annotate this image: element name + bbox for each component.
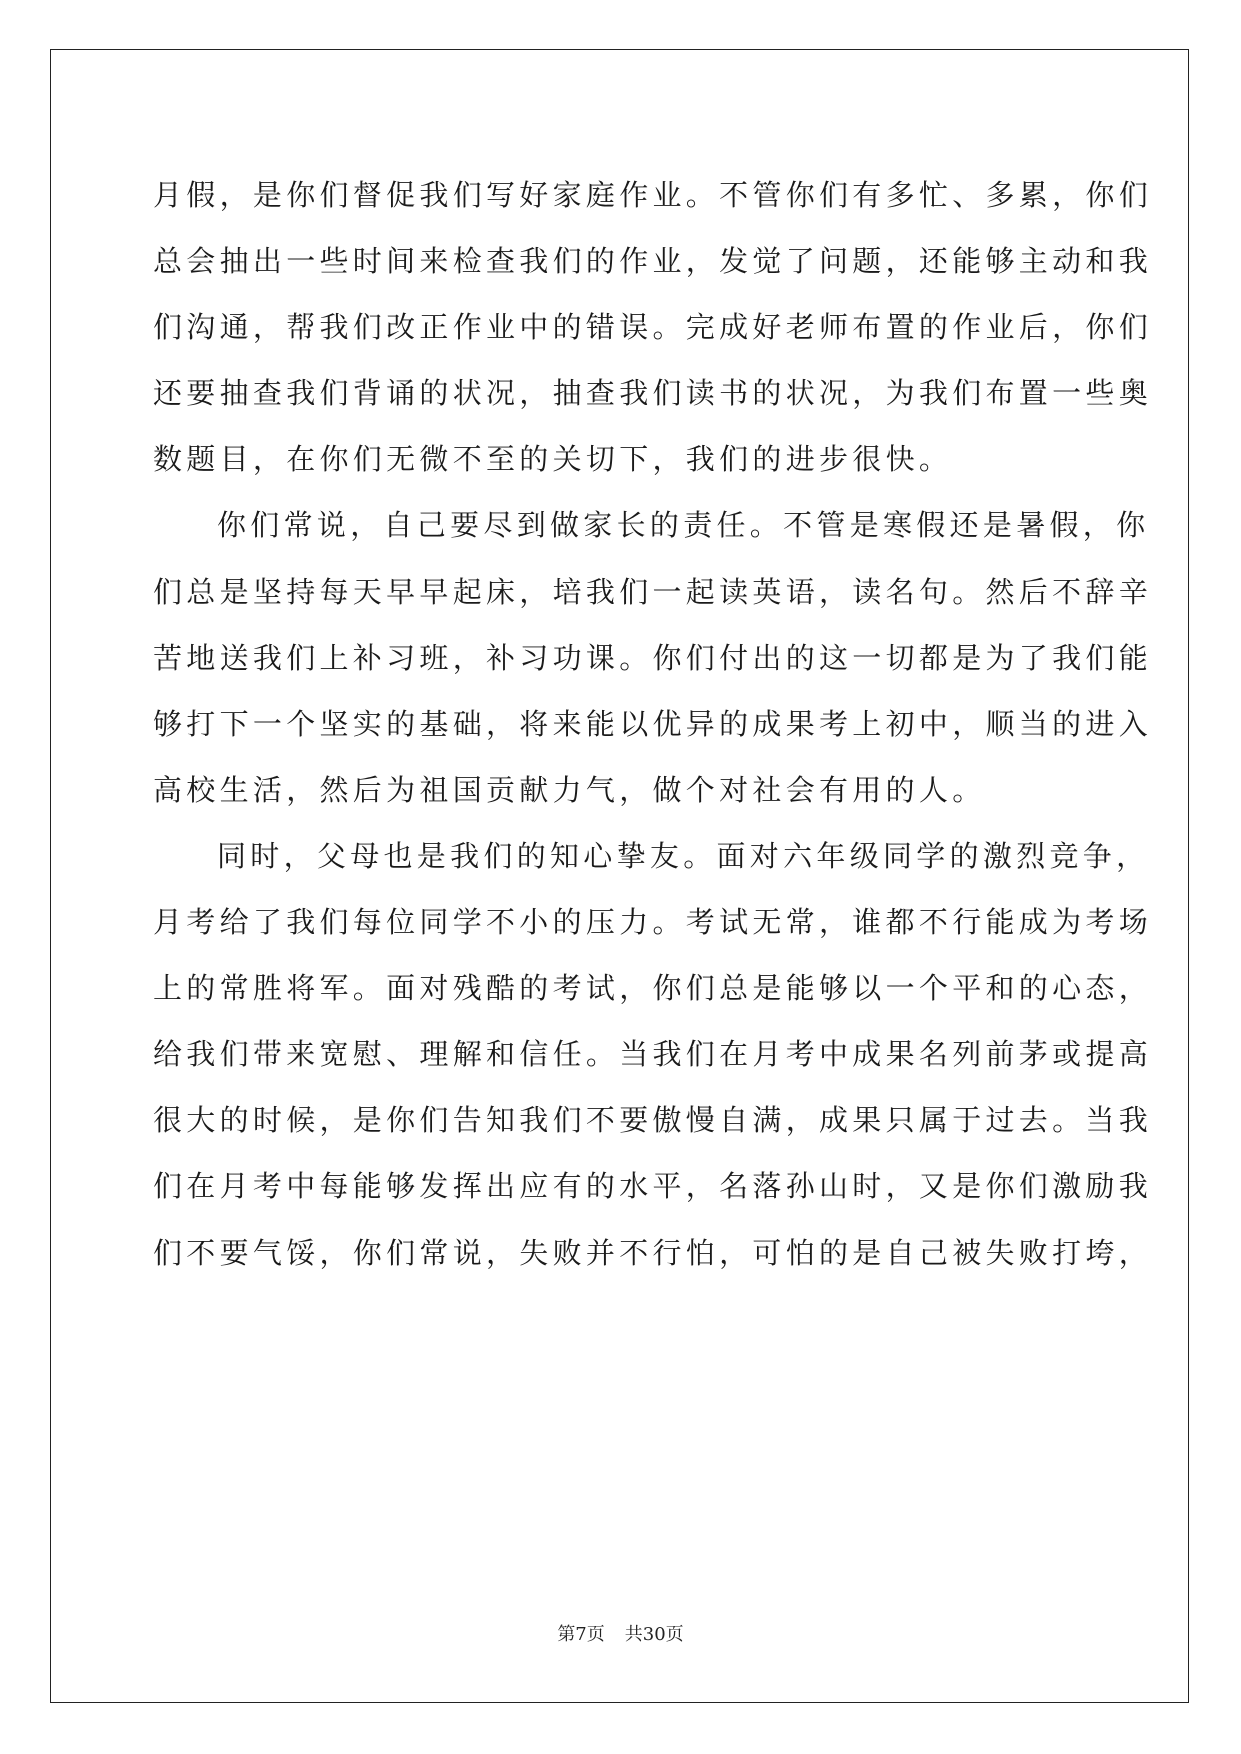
text-line: 够打下一个坚实的基础，将来能以优异的成果考上初中，顺当的进入 — [153, 706, 1153, 741]
text-line: 给我们带来宽慰、理解和信任。当我们在月考中成果名列前茅或提高 — [153, 1037, 1153, 1072]
text-line: 还要抽查我们背诵的状况，抽查我们读书的状况，为我们布置一些奥 — [153, 376, 1153, 411]
document-body — [153, 162, 1153, 1286]
text-line: 你们常说，自己要尽到做家长的责任。不管是寒假还是暑假，你 — [217, 508, 1150, 543]
text-line: 月假，是你们督促我们写好家庭作业。不管你们有多忙、多累，你们 — [153, 178, 1153, 212]
text-line: 同时，父母也是我们的知心挚友。面对六年级同学的激烈竞争， — [217, 838, 1150, 873]
text-line: 们沟通，帮我们改正作业中的错误。完成好老师布置的作业后，你们 — [153, 310, 1153, 345]
text-line: 总会抽出一些时间来检查我们的作业，发觉了问题，还能够主动和我 — [153, 244, 1153, 279]
text-line: 高校生活，然后为祖国贡献力气，做个对社会有用的人。 — [153, 772, 986, 807]
text-line: 们总是坚持每天早早起床，培我们一起读英语，读名句。然后不辞辛 — [153, 574, 1153, 609]
text-line: 苦地送我们上补习班，补习功课。你们付出的这一切都是为了我们能 — [153, 640, 1153, 675]
page-footer — [0, 1620, 1241, 1646]
text-line: 月考给了我们每位同学不小的压力。考试无常，谁都不行能成为考场 — [153, 905, 1153, 940]
page-total: 共30页 — [624, 1624, 684, 1645]
text-line: 上的常胜将军。面对残酷的考试，你们总是能够以一个平和的心态， — [153, 971, 1153, 1006]
text-line: 很大的时候，是你们告知我们不要傲慢自满，成果只属于过去。当我 — [153, 1103, 1153, 1138]
text-line: 数题目，在你们无微不至的关切下，我们的进步很快。 — [153, 442, 953, 477]
text-line: 们不要气馁，你们常说，失败并不行怕，可怕的是自己被失败打垮， — [153, 1235, 1153, 1270]
page-number: 第7页 — [557, 1624, 605, 1645]
text-line: 们在月考中每能够发挥出应有的水平，名落孙山时，又是你们激励我 — [153, 1169, 1153, 1204]
